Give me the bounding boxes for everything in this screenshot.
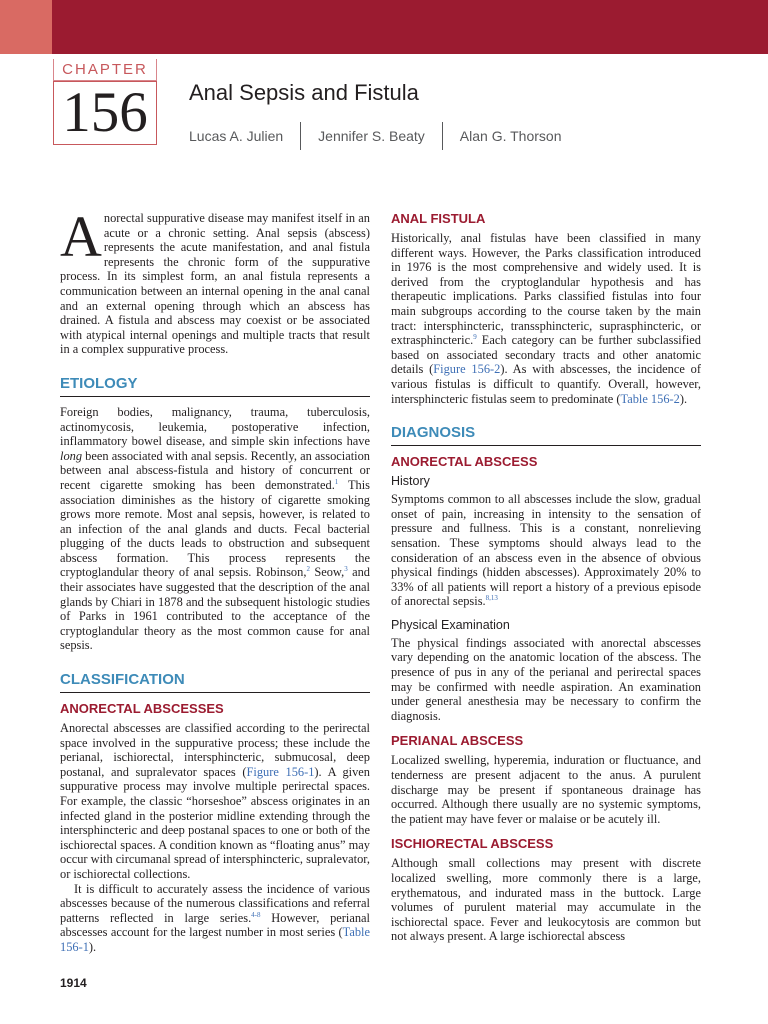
- chapter-number: 156: [53, 81, 157, 145]
- author-name: Alan G. Thorson: [459, 128, 562, 144]
- author-divider: [300, 122, 301, 150]
- right-column: [391, 211, 701, 944]
- figure-156-2-link[interactable]: Figure 156-2: [433, 362, 501, 377]
- anal-fistula-subheading: ANAL FISTULA: [391, 211, 486, 226]
- anorectal-abscess-subheading: ANORECTAL ABSCESS: [391, 454, 538, 470]
- perianal-abscess-subheading: PERIANAL ABSCESS: [391, 733, 524, 749]
- author-name: Lucas A. Julien: [189, 128, 284, 144]
- diagnosis-heading: DIAGNOSIS: [391, 424, 701, 446]
- drop-cap: A: [60, 204, 102, 269]
- header-accent-block: [0, 0, 52, 54]
- header-bar: [0, 0, 768, 54]
- physical-examination-paragraph: The physical findings associated with anorectal abscesses vary depending on the anatomic location of the abscess. The presence of pus in any of the perianal and perirectal spaces may be confirmed with needle aspiration. An examination under general anesthesia may be necessary to confirm the diagnosis.: [391, 635, 701, 723]
- citation-9[interactable]: 9: [473, 333, 477, 342]
- anal-fistula-paragraph: Historically, anal fistulas have been classified in many different ways. However, the Parks classification introduced in 1976 is the most comprehensive and widely used. It is derived from the cryptoglandular hypothesis and has therapeutic implications. Parks classified fistulas into four main subgroups according to the course taken by the main tract: intersphincteric, transsphincteric, suprasphincteric, or extrasphincteric.$^9$ Each category can be further subclassified based on associated secondary tracts and other anatomic details (Figure 156-2). As with abscesses, the incidence of various fistulas is difficult to quantify. Overall, however, intersphincteric fistulas seem to predominate (Table 156-2).: [391, 231, 701, 406]
- left-column: [60, 204, 371, 955]
- citation-3[interactable]: 3: [344, 565, 348, 574]
- author-divider: [442, 122, 443, 150]
- history-heading: History: [391, 474, 430, 489]
- figure-156-1-link[interactable]: Figure 156-1: [246, 764, 315, 779]
- table-156-1-link[interactable]: Table 156-1: [60, 925, 370, 954]
- page-number: 1914: [60, 976, 87, 990]
- citation-1[interactable]: 1: [334, 477, 339, 486]
- ischiorectal-abscess-paragraph: Although small collections may present with discrete localized swelling, more commonly there is a large, erythematous, and indurated mass in the buttock. Large volumes of purulent material may accumulate in the ischiorectal space. Fever and leukocytosis are common but not always present. A large ischiorectal abscess: [391, 856, 701, 944]
- history-paragraph: Symptoms common to all abscesses include the slow, gradual onset of pain, increasing in intensity to the sensation of pressure and fullness. This is a constant, nonrelieving sensation. These symptoms should always lead to the consideration of an abscess even in the absence of obvious physical findings (hidden abscesses). Approximately 20% to 33% of all patients will report a history of a previous episode of anorectal sepsis.$^{8,13}$: [391, 492, 701, 609]
- etiology-heading: ETIOLOGY: [60, 375, 370, 397]
- physical-examination-heading: Physical Examination: [391, 617, 510, 632]
- anorectal-abscesses-subheading: ANORECTAL ABSCESSES: [60, 701, 224, 717]
- intro-paragraph: Anorectal suppurative disease may manifest itself in an acute or a chronic setting. Anal sepsis (abscess) represents the acute manifestation, and anal fistula represents the chronic form of the suppurative process. In its simplest form, an anal fistula represents a communication between an internal opening in the anal canal and an external opening through which an abscess has drained. A fistula and abscess may coexist or be associated with atypical internal openings and multiple tracts that result in a complex suppurative process.: [60, 204, 370, 357]
- citation-4-8[interactable]: 4-8: [251, 910, 261, 919]
- classification-heading: CLASSIFICATION: [60, 671, 370, 693]
- author-name: Jennifer S. Beaty: [318, 128, 425, 144]
- classification-paragraph-2: It is difficult to accurately assess the incidence of various abscesses because of the numerous classifications and referral patterns reflected in large series.$^{4-8}$ However, perianal abscesses account for the largest number in most series (Table 156-1).: [60, 881, 370, 954]
- chapter-title: Anal Sepsis and Fistula: [189, 80, 419, 105]
- table-156-2-link[interactable]: Table 156-2: [620, 391, 680, 406]
- classification-paragraph: Anorectal abscesses are classified according to the perirectal space involved in the suppurative process; these include the perianal, ischiorectal, intersphincteric, submucosal, deep postanal, and supralevator spaces (Figure 156-1). A given suppurative process may involve multiple perirectal spaces. For example, the classic “horseshoe” abscess originates in an infected gland in the posterior midline extending through the intersphincteric and deep postanal spaces to one or both of the ischiorectal spaces. A condition known as “floating anus” may occur with circumanal spread of intersphincteric, supralevator, or ischiorectal collections.: [60, 721, 371, 881]
- etiology-paragraph: Foreign bodies, malignancy, trauma, tuberculosis, actinomycosis, leukemia, postoperative infection, inflammatory bowel disease, and simple skin infections have long been associated with anal sepsis. Recently, an association between anal abscess-fistula and history of concurrent or recent cigarette smoking has been demonstrated.$^1$ This association diminishes as the history of cigarette smoking grows more remote. Most anal sepsis, however, is related to an infection of the anal glands and ducts. Fecal bacterial plugging of the ducts leads to obstruction and subsequent abscess formation. This process represents the cryptoglandular theory of anal sepsis. Robinson,$^2$ Seow,$^3$ and their associates have suggested that the description of the anal glands by Chiari in 1878 and the subsequent histologic studies of Parks in 1961 contributed to the acceptance of the cryptoglandular theory as the most common cause for anal sepsis.: [60, 404, 370, 653]
- citation-2[interactable]: 2: [306, 565, 310, 574]
- author-list: [189, 122, 561, 150]
- perianal-abscess-paragraph: Localized swelling, hyperemia, induration or fluctuance, and tenderness are present adjacent to the anus. A purulent discharge may be present if spontaneous drainage has occurred. Although there usually are no systemic symptoms, the patient may have fever or malaise or be acutely ill.: [391, 753, 701, 826]
- citation-8-13[interactable]: 8,13: [485, 594, 498, 603]
- ischiorectal-abscess-subheading: ISCHIORECTAL ABSCESS: [391, 836, 554, 852]
- chapter-label: CHAPTER: [53, 59, 157, 81]
